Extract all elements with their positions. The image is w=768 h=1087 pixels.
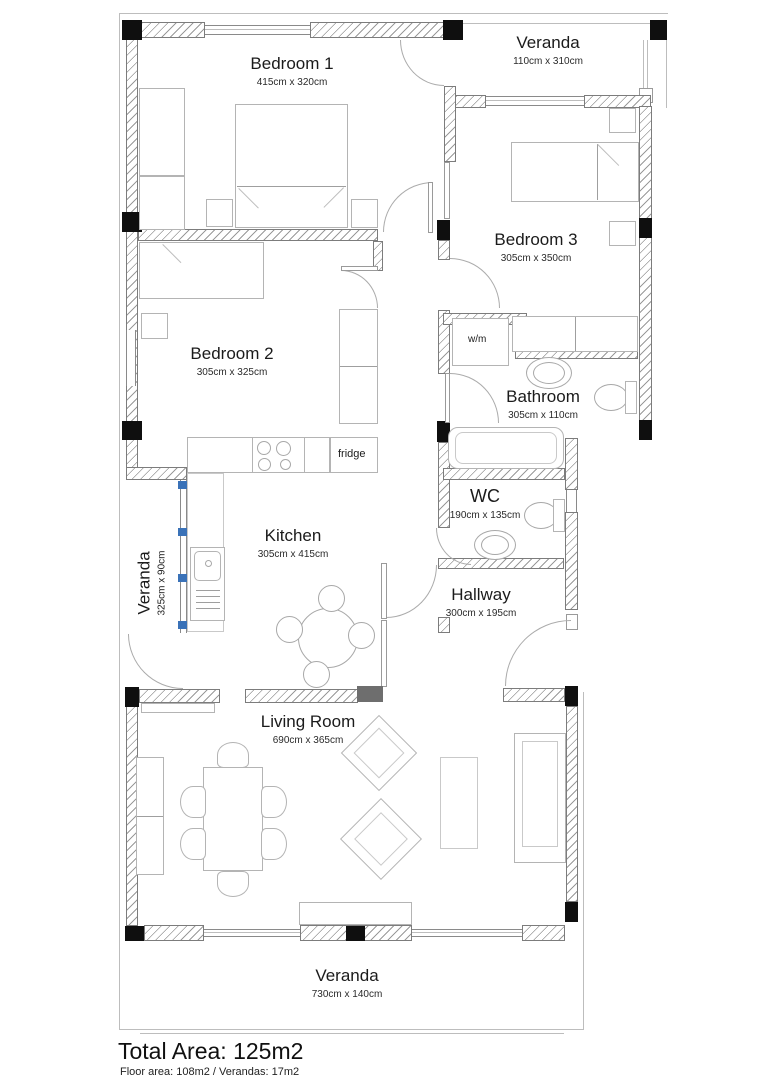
door-leaf-parked	[444, 162, 450, 219]
door-leaf-bedroom1	[428, 182, 433, 233]
outline-right-lower	[583, 692, 584, 1030]
room-dims: 730cm x 140cm	[311, 989, 383, 1000]
wall-bedroom1-bedroom2	[138, 229, 378, 241]
door-arc-veranda-left	[128, 634, 183, 689]
column-living-left	[125, 687, 139, 707]
window-veranda-kitchen	[180, 480, 187, 633]
door-arc-front	[505, 620, 571, 686]
room-name: Veranda	[134, 551, 154, 615]
washing-machine-label: w/m	[468, 334, 487, 345]
room-name: Living Room	[260, 712, 356, 731]
wall-living-top-mid	[245, 689, 358, 703]
nightstand	[206, 199, 233, 227]
column-top-mid	[443, 20, 463, 40]
drainboard-line	[196, 590, 220, 591]
bed-pillow-line	[597, 144, 598, 200]
door-arc-bedroom2	[341, 270, 378, 308]
column-hall-right	[565, 686, 578, 706]
outline-left	[119, 13, 120, 1030]
wall-right-bedroom3	[639, 106, 652, 220]
sofa-inner	[522, 741, 558, 847]
wall-left-bedroom1	[126, 38, 138, 214]
nightstand	[609, 108, 636, 133]
room-dims: 190cm x 135cm	[449, 510, 521, 521]
wall-left-kitchen	[126, 438, 138, 470]
column-center	[437, 220, 450, 240]
window-living-bottom-2-line	[412, 932, 522, 933]
room-dims: 300cm x 195cm	[445, 608, 517, 619]
room-label-veranda-bottom	[312, 966, 383, 1000]
room-name: Bathroom	[506, 387, 580, 406]
stove-burner	[258, 458, 271, 471]
wall-bathroom-wc	[443, 468, 565, 480]
dining-chair	[217, 742, 249, 768]
door-arc-bedroom3	[450, 258, 500, 308]
door-arc-bathroom	[450, 373, 499, 423]
room-label-veranda-top	[513, 33, 583, 67]
window-bedroom3-veranda	[486, 96, 584, 106]
door-arc-kitchen	[386, 565, 437, 618]
kitchen-chair	[348, 622, 375, 649]
toilet-tank	[625, 381, 637, 414]
door-leaf-bathroom	[445, 373, 450, 423]
wardrobe	[139, 88, 185, 176]
room-label-bedroom2	[190, 344, 273, 378]
veranda-railing-1	[643, 40, 644, 88]
room-name: Kitchen	[264, 526, 322, 545]
drainboard-line	[196, 602, 220, 603]
wall-shelf	[141, 703, 215, 713]
bathroom-sink-inner	[533, 362, 565, 384]
drainboard-line	[196, 608, 220, 609]
wall-right-wc-2	[565, 512, 578, 610]
room-name: Veranda	[516, 33, 580, 52]
passage-frame	[381, 620, 387, 687]
column-living-right	[565, 902, 578, 922]
outline-bottom	[119, 1029, 584, 1030]
area-breakdown-text: Floor area: 108m2 / Verandas: 17m2	[120, 1066, 300, 1078]
room-label-bedroom3	[494, 230, 577, 264]
kitchen-chair	[276, 616, 303, 643]
wall-bottom-3	[522, 925, 565, 941]
toilet-tank	[553, 499, 565, 532]
nightstand	[351, 199, 378, 228]
nightstand	[609, 221, 636, 246]
column-top-right	[650, 20, 667, 40]
total-area-text: Total Area: 125m2	[118, 1038, 304, 1064]
wall-top-right	[310, 22, 444, 38]
kitchen-chair	[303, 661, 330, 688]
room-dims: 305cm x 325cm	[196, 367, 268, 378]
window-living-bottom-1	[204, 929, 300, 937]
room-dims: 305cm x 110cm	[508, 410, 578, 421]
room-name: Bedroom 2	[190, 344, 274, 363]
room-label-living-room	[261, 712, 356, 746]
window-bedroom1-top-line	[205, 29, 310, 30]
toilet-bowl	[594, 384, 628, 411]
column-top-left	[122, 20, 142, 40]
wall-living-top-right	[503, 688, 565, 702]
wardrobe-divider	[340, 366, 377, 367]
column-bottom-mid	[346, 926, 365, 941]
wall-right-bathroom	[639, 236, 652, 422]
wall-left-bedroom2	[126, 230, 138, 423]
bed-blanket-line	[237, 186, 346, 187]
outline-top	[119, 13, 668, 14]
room-dims: 690cm x 365cm	[272, 735, 344, 746]
room-name: Hallway	[451, 585, 511, 604]
stove-burner	[276, 441, 291, 456]
door-arc-bedroom1-veranda	[400, 40, 444, 86]
bookcase-divider	[137, 816, 163, 817]
dining-chair	[180, 786, 206, 818]
room-name: Bedroom 1	[250, 54, 334, 73]
door-leaf-kitchen	[381, 563, 387, 619]
stove-burner	[280, 459, 291, 470]
closet-divider	[575, 317, 576, 351]
room-label-wc	[450, 486, 521, 521]
column-left-2	[122, 421, 142, 440]
veranda-railing-2	[647, 40, 648, 88]
room-dims: 305cm x 415cm	[257, 549, 329, 560]
wardrobe	[139, 176, 185, 230]
window-living-bottom-2	[412, 929, 522, 937]
room-dims: 325cm x 90cm	[156, 550, 168, 616]
room-name: Bedroom 3	[494, 230, 578, 249]
sideboard	[299, 902, 412, 925]
wall-veranda-left-top	[126, 467, 187, 480]
wc-sink-inner	[481, 535, 509, 555]
room-label-hallway	[446, 585, 517, 619]
room-label-bedroom1	[250, 54, 333, 88]
stove-burner	[257, 441, 271, 455]
window-bedroom1-top	[205, 25, 310, 35]
column-right-mid	[639, 420, 652, 440]
dining-chair	[180, 828, 206, 860]
kitchen-chair	[318, 585, 345, 612]
room-dims: 305cm x 350cm	[500, 253, 572, 264]
room-dims: 415cm x 320cm	[256, 77, 328, 88]
room-name: WC	[470, 486, 500, 506]
room-label-kitchen	[258, 526, 329, 560]
room-label-veranda-left	[135, 550, 168, 615]
wall-right-living	[566, 706, 578, 902]
window-living-bottom-1-line	[204, 932, 300, 933]
nightstand	[141, 313, 168, 339]
bed-single	[511, 142, 639, 202]
bathtub-inner	[455, 432, 557, 464]
dining-table	[203, 767, 263, 871]
room-name: Veranda	[315, 966, 379, 985]
dining-chair	[217, 871, 249, 897]
room-label-bathroom	[506, 387, 580, 421]
veranda-top-edge	[462, 23, 666, 24]
door-leaf-bedroom2	[341, 266, 378, 271]
outline-bottom-2	[140, 1033, 564, 1034]
window-bedroom2-left	[126, 330, 136, 386]
dining-chair	[261, 786, 287, 818]
wall-spine-2	[438, 240, 450, 260]
wall-spine-upper	[444, 86, 456, 162]
dining-chair	[261, 828, 287, 860]
wall-spine-5	[438, 617, 450, 633]
drainboard-line	[196, 596, 220, 597]
side-table	[440, 757, 478, 849]
window-wc-right	[566, 490, 577, 512]
column-bottom-left	[125, 926, 144, 941]
wall-bottom-1	[144, 925, 204, 941]
column-gray-passage	[357, 686, 383, 702]
room-dims: 110cm x 310cm	[513, 56, 583, 67]
fridge-label: fridge	[338, 448, 366, 460]
bed-double	[235, 104, 348, 228]
column-right-upper	[639, 218, 652, 238]
wall-right-wc-1	[565, 438, 578, 490]
wall-living-top-left	[139, 689, 220, 703]
sink-faucet	[205, 560, 212, 567]
door-arc-bedroom1	[383, 182, 433, 232]
bed-single	[139, 242, 264, 299]
window-bedroom3-line	[486, 100, 584, 101]
